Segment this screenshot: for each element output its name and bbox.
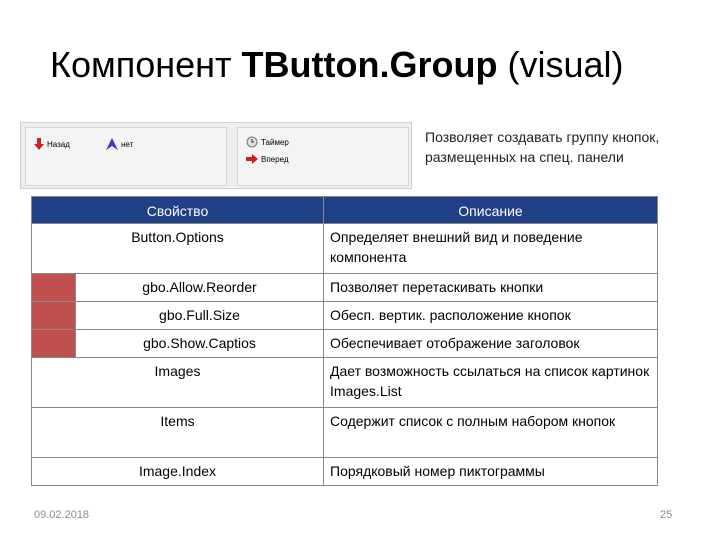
property-cell: Items — [32, 408, 324, 458]
description-cell: Дает возможность ссылаться на список картинок Images.List — [324, 358, 658, 408]
row-marker — [32, 330, 76, 358]
header-property: Свойство — [32, 197, 324, 224]
row-marker — [32, 302, 76, 330]
description-cell: Порядковый номер пиктограммы — [324, 458, 658, 486]
properties-table — [31, 196, 658, 486]
group-button-label: нет — [121, 139, 134, 149]
table-row — [32, 224, 658, 274]
description-cell: Обесп. вертик. расположение кнопок — [324, 302, 658, 330]
group-button-no[interactable] — [106, 138, 133, 150]
description-cell: Обеспечивает отображение заголовок — [324, 330, 658, 358]
group-button-forward[interactable] — [246, 154, 289, 164]
triangle-icon — [106, 138, 118, 150]
arrow-right-icon — [246, 154, 258, 164]
clock-icon — [246, 136, 258, 148]
property-cell: gbo.Full.Size — [76, 302, 324, 330]
component-description: Позволяет создавать группу кнопок, размещенных на спец. панели — [425, 129, 660, 165]
title-prefix: Компонент — [50, 44, 242, 85]
button-group-pane-vertical — [237, 127, 409, 186]
row-marker — [32, 274, 76, 302]
description-cell: Определяет внешний вид и поведение компонента — [324, 224, 658, 274]
property-cell: Images — [32, 358, 324, 408]
title-bold: TButton.Group — [241, 44, 498, 85]
property-cell: Image.Index — [32, 458, 324, 486]
table-row — [32, 274, 658, 302]
table-row — [32, 330, 658, 358]
property-cell: gbo.Show.Captios — [76, 330, 324, 358]
group-button-back[interactable] — [34, 138, 70, 150]
button-group-screenshot — [20, 122, 412, 189]
table-row — [32, 302, 658, 330]
button-group-pane-horizontal — [25, 127, 227, 186]
table-row — [32, 358, 658, 408]
group-button-label: Назад — [47, 139, 70, 149]
group-button-timer[interactable] — [246, 136, 289, 148]
description-cell: Содержит список с полным набором кнопок — [324, 408, 658, 458]
table-row — [32, 408, 658, 458]
title-suffix: (visual) — [497, 44, 624, 85]
arrow-down-icon — [34, 138, 44, 150]
description-cell: Позволяет перетаскивать кнопки — [324, 274, 658, 302]
group-button-label: Вперед — [261, 154, 289, 164]
table-header-row — [32, 197, 658, 224]
property-cell: Button.Options — [32, 224, 324, 274]
slide-title — [50, 40, 690, 90]
header-description: Описание — [324, 197, 658, 224]
page-number: 25 — [660, 509, 673, 521]
table-row — [32, 458, 658, 486]
slide-date: 09.02.2018 — [34, 509, 90, 521]
group-button-label: Таймер — [261, 137, 289, 147]
property-cell: gbo.Allow.Reorder — [76, 274, 324, 302]
